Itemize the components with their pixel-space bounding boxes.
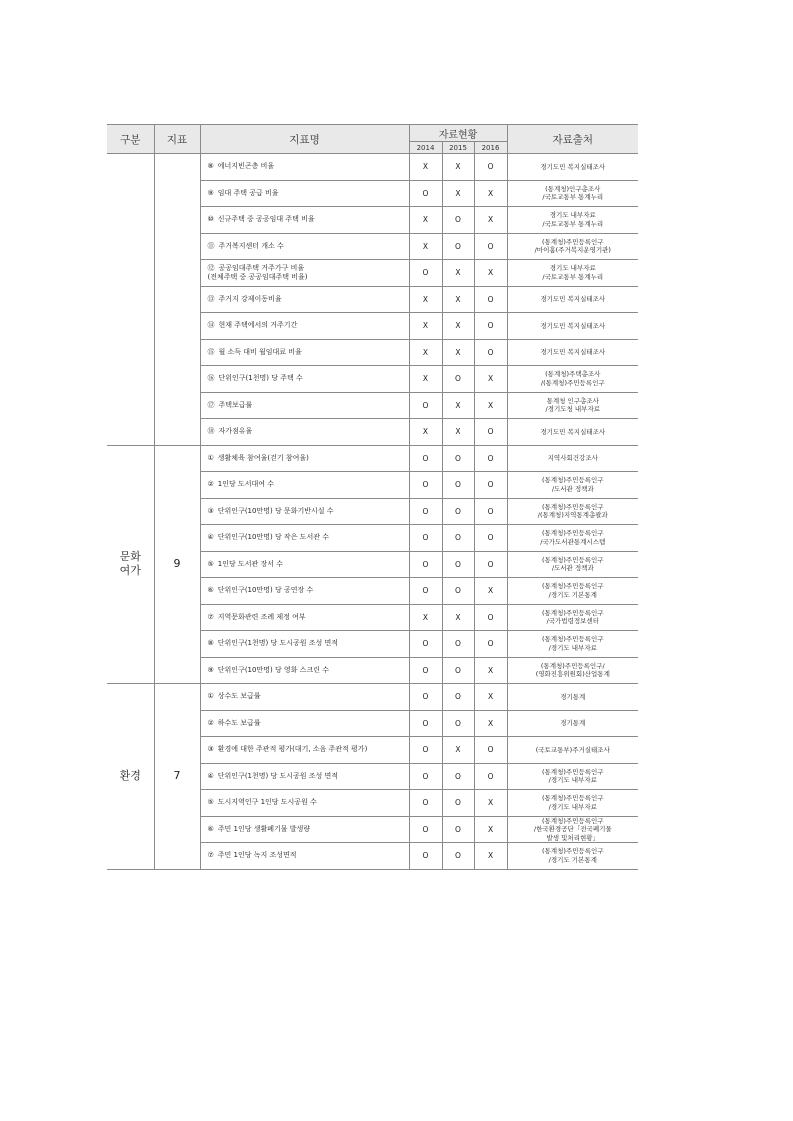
source-cell	[507, 551, 638, 578]
indicator-number: ⑨	[207, 665, 214, 674]
source-cell	[507, 445, 638, 472]
indicator-name-line	[208, 162, 409, 171]
availability-y2014: O	[409, 657, 442, 684]
indicator-name-cell	[200, 578, 409, 605]
indicator-name-text: 생활체육 참여율(걷기 참여율)	[217, 453, 309, 462]
availability-y2016: O	[474, 419, 507, 446]
indicator-name-line	[208, 851, 409, 860]
indicator-name-text: 단위인구(10만명) 당 문화기반시설 수	[217, 506, 334, 515]
indicator-name-line	[208, 639, 409, 648]
source-cell	[507, 604, 638, 631]
source-cell	[507, 313, 638, 340]
header-data-status: 자료현황	[409, 125, 507, 142]
source-line: /국토교통부 통계누리	[542, 219, 604, 228]
indicator-name-cell	[200, 525, 409, 552]
indicator-name-text: (전체주택 중 공공임대주택 비율)	[207, 272, 308, 281]
indicator-name-line	[208, 480, 409, 489]
availability-y2014: O	[409, 392, 442, 419]
source-line: (통계청)주택총조사	[545, 370, 601, 379]
source-line: (통계청)주민등록인구	[541, 816, 604, 825]
source-line: /도서관 정책과	[551, 484, 594, 493]
availability-y2015: X	[442, 392, 474, 419]
availability-y2016: O	[474, 313, 507, 340]
availability-y2014: O	[409, 790, 442, 817]
availability-y2015: O	[442, 525, 474, 552]
source-cell	[507, 339, 638, 366]
availability-y2016: X	[474, 843, 507, 870]
availability-y2016: O	[474, 498, 507, 525]
header-year: 2016	[474, 142, 507, 154]
category-cell	[107, 684, 154, 870]
indicator-number: ⑧	[207, 162, 214, 171]
availability-y2014: O	[409, 843, 442, 870]
availability-y2014: O	[409, 684, 442, 711]
availability-y2016: O	[474, 472, 507, 499]
source-line: 경기도 내부자료	[549, 264, 596, 273]
availability-y2015: X	[442, 737, 474, 764]
availability-y2016: X	[474, 260, 507, 287]
category-cell	[107, 445, 154, 684]
source-line: (통계청)주민등록인구	[541, 555, 604, 564]
source-line: (통계청)주민등록인구	[541, 529, 604, 538]
source-line: (통계청)주민등록인구	[541, 635, 604, 644]
source-line: /한국환경공단「전국폐기물	[533, 825, 612, 833]
availability-y2016: X	[474, 790, 507, 817]
availability-y2014: O	[409, 498, 442, 525]
indicator-number: ①	[207, 692, 214, 701]
indicator-name-text: 현재 주택에서의 거주기간	[218, 321, 298, 330]
header-source: 자료출처	[507, 125, 638, 154]
source-line: /경기도 내부자료	[548, 776, 597, 785]
availability-y2015: O	[442, 710, 474, 737]
indicator-name-line	[208, 215, 409, 224]
availability-y2016: X	[474, 657, 507, 684]
table-row	[107, 445, 638, 472]
source-line: /국가도서관통계시스템	[540, 537, 606, 546]
indicator-number: ⑦	[207, 851, 214, 860]
indicator-name-cell	[200, 313, 409, 340]
indicator-table	[107, 124, 638, 870]
source-line: /국토교통부 통계누리	[542, 193, 604, 202]
indicator-name-line	[208, 692, 409, 701]
source-line: /경기도 내부자료	[548, 643, 597, 652]
indicator-name-line	[208, 719, 409, 728]
table-body	[107, 154, 638, 870]
source-line: (통계청)주민등록인구	[541, 608, 604, 617]
header-year: 2015	[442, 142, 474, 154]
source-line: 경기도 내부자료	[549, 211, 596, 220]
indicator-name-line	[208, 560, 409, 569]
availability-y2014: O	[409, 631, 442, 658]
indicator-name-cell	[200, 339, 409, 366]
indicator-name-cell	[200, 260, 409, 287]
indicator-name-line	[208, 321, 409, 330]
indicator-name-cell	[200, 604, 409, 631]
availability-y2014: X	[409, 286, 442, 313]
indicator-name-cell	[200, 366, 409, 393]
source-line: 지역사회건강조사	[547, 454, 598, 462]
indicator-number: ⑭	[207, 321, 215, 330]
availability-y2015: X	[442, 313, 474, 340]
indicator-name-line	[208, 666, 409, 675]
availability-y2014: X	[409, 339, 442, 366]
availability-y2016: O	[474, 631, 507, 658]
indicator-name-cell	[200, 286, 409, 313]
category-label: 문화 여가	[119, 550, 141, 578]
indicator-name-cell	[200, 710, 409, 737]
availability-y2015: O	[442, 445, 474, 472]
indicator-name-line	[208, 189, 409, 198]
availability-y2016: X	[474, 816, 507, 843]
indicator-number: ⑥	[207, 586, 214, 595]
availability-y2014: X	[409, 207, 442, 234]
indicator-number: ⑰	[207, 400, 215, 409]
indicator-name-line	[208, 613, 409, 622]
availability-y2015: O	[442, 657, 474, 684]
source-line: 경기도민 복지실태조사	[540, 295, 606, 303]
availability-y2015: O	[442, 207, 474, 234]
indicator-name-cell	[200, 551, 409, 578]
indicator-name-line	[208, 374, 409, 383]
indicator-name-line	[208, 273, 409, 282]
indicator-count-cell	[154, 154, 200, 446]
indicator-name-line	[208, 348, 409, 357]
source-cell	[507, 843, 638, 870]
availability-y2016: X	[474, 578, 507, 605]
availability-y2016: O	[474, 551, 507, 578]
availability-y2016: O	[474, 763, 507, 790]
availability-y2014: O	[409, 816, 442, 843]
indicator-number: ②	[207, 480, 214, 489]
indicator-number: ⑩	[207, 215, 214, 224]
indicator-name-line	[208, 772, 409, 781]
indicator-name-text: 1인당 도서관 장서 수	[217, 559, 284, 568]
source-cell	[507, 207, 638, 234]
source-line: (통계청)인구총조사	[545, 184, 601, 193]
category-label: 환경	[119, 769, 141, 783]
availability-y2016: X	[474, 710, 507, 737]
availability-y2015: X	[442, 260, 474, 287]
indicator-name-text: 신규주택 중 공공임대 주택 비율	[217, 215, 315, 224]
indicator-number: ⑧	[207, 639, 214, 648]
availability-y2014: O	[409, 260, 442, 287]
indicator-number: ④	[207, 533, 214, 542]
availability-y2016: X	[474, 392, 507, 419]
source-cell	[507, 763, 638, 790]
indicator-name-text: 주민 1인당 생활폐기물 발생량	[217, 824, 311, 833]
indicator-name-text: 자가점유율	[218, 427, 253, 436]
indicator-number: ⑤	[207, 559, 214, 568]
source-line: 경기도민 복지실태조사	[540, 162, 606, 171]
source-line: /국토교통부 통계누리	[542, 272, 604, 281]
source-cell	[507, 419, 638, 446]
availability-y2015: O	[442, 816, 474, 843]
indicator-number: ⑤	[207, 798, 214, 807]
availability-y2016: O	[474, 154, 507, 181]
indicator-name-cell	[200, 763, 409, 790]
indicator-name-cell	[200, 816, 409, 843]
source-cell	[507, 525, 638, 552]
source-cell	[507, 578, 638, 605]
indicator-name-text: 주거복지센터 개소 수	[218, 241, 284, 250]
header-year: 2014	[409, 142, 442, 154]
source-cell	[507, 472, 638, 499]
source-line: /경기도 기본통계	[548, 855, 597, 864]
indicator-number: ③	[207, 506, 214, 515]
availability-y2015: O	[442, 684, 474, 711]
indicator-name-line	[208, 507, 409, 516]
availability-y2016: O	[474, 233, 507, 260]
table-row	[107, 684, 638, 711]
indicator-name-text: 월 소득 대비 월임대료 비율	[218, 347, 302, 356]
availability-y2016: O	[474, 604, 507, 631]
source-line: (통계청)주민등록인구	[541, 582, 604, 591]
indicator-name-text: 공공임대주택 거주가구 비율	[218, 263, 305, 272]
availability-y2014: X	[409, 154, 442, 181]
availability-y2015: O	[442, 763, 474, 790]
indicator-name-cell	[200, 207, 409, 234]
availability-y2015: O	[442, 843, 474, 870]
indicator-number: ⑫	[207, 263, 215, 272]
source-cell	[507, 233, 638, 260]
availability-y2015: X	[442, 339, 474, 366]
indicator-name-text: 하수도 보급률	[217, 718, 261, 727]
source-line: 경기도민 복지실태조사	[540, 427, 606, 436]
availability-y2016: O	[474, 737, 507, 764]
indicator-name-line	[208, 401, 409, 410]
indicator-count-cell: 7	[154, 684, 200, 870]
indicator-name-cell	[200, 392, 409, 419]
indicator-name-text: 주민 1인당 녹지 조성면적	[217, 851, 297, 860]
indicator-name-text: 1인당 도서대여 수	[217, 480, 275, 489]
availability-y2016: X	[474, 180, 507, 207]
availability-y2015: X	[442, 419, 474, 446]
indicator-name-text: 환경에 대한 주관적 평가(대기, 소음 주관적 평가)	[217, 745, 368, 754]
availability-y2015: O	[442, 472, 474, 499]
availability-y2014: O	[409, 710, 442, 737]
availability-y2015: O	[442, 233, 474, 260]
availability-y2014: X	[409, 313, 442, 340]
source-line: (통계청)주민등록인구	[541, 502, 604, 511]
indicator-name-cell	[200, 154, 409, 181]
indicator-name-cell	[200, 419, 409, 446]
source-line: /도서관 정책과	[551, 564, 594, 573]
availability-y2014: O	[409, 445, 442, 472]
source-line: (통계청)주민등록인구	[541, 794, 604, 803]
source-line: 경기도민 복지실태조사	[540, 321, 606, 330]
source-line: /(통계청)주민등록인구	[540, 378, 605, 387]
source-cell	[507, 790, 638, 817]
source-cell	[507, 366, 638, 393]
availability-y2014: O	[409, 472, 442, 499]
availability-y2014: O	[409, 763, 442, 790]
indicator-name-cell	[200, 790, 409, 817]
availability-y2014: X	[409, 233, 442, 260]
availability-y2015: X	[442, 604, 474, 631]
source-line: (국토교통부)주거실태조사	[535, 745, 610, 754]
availability-y2014: O	[409, 525, 442, 552]
availability-y2014: X	[409, 419, 442, 446]
indicator-count-cell: 9	[154, 445, 200, 684]
source-cell	[507, 710, 638, 737]
availability-y2016: X	[474, 366, 507, 393]
indicator-name-text: 단위인구(10만명) 당 공연장 수	[217, 586, 314, 595]
source-line: (통계청)주민등록인구	[541, 237, 604, 246]
source-line: /(통계청)지역통계총괄과	[537, 511, 608, 520]
source-line: /마이홈(주거복지운영기관)	[534, 246, 611, 255]
availability-y2016: O	[474, 286, 507, 313]
availability-y2016: O	[474, 339, 507, 366]
indicator-name-text: 단위인구(1천명) 당 주택 수	[218, 374, 303, 383]
indicator-name-text: 임대 주택 공급 비율	[217, 188, 279, 197]
availability-y2014: O	[409, 551, 442, 578]
header-indicator-name: 지표명	[200, 125, 409, 154]
source-line: (영화진흥위원회)산업통계	[535, 670, 610, 679]
availability-y2014: O	[409, 180, 442, 207]
availability-y2014: O	[409, 737, 442, 764]
indicator-name-text: 단위인구(10만명) 당 작은 도서관 수	[217, 533, 329, 542]
source-line: /국가법령정보센터	[546, 617, 599, 626]
source-cell	[507, 180, 638, 207]
availability-y2015: X	[442, 154, 474, 181]
source-line: /경기도청 내부자료	[545, 405, 601, 414]
indicator-name-text: 도시지역인구 1인당 도시공원 수	[217, 798, 317, 807]
source-cell	[507, 498, 638, 525]
indicator-name-line	[208, 798, 409, 807]
availability-y2015: X	[442, 286, 474, 313]
source-cell	[507, 631, 638, 658]
table-row	[107, 154, 638, 181]
indicator-name-line	[208, 533, 409, 542]
indicator-name-text: 주택보급률	[218, 400, 253, 409]
source-cell	[507, 657, 638, 684]
indicator-name-cell	[200, 843, 409, 870]
source-line: (통계청)주민등록인구	[541, 767, 604, 776]
indicator-name-line	[208, 264, 409, 273]
indicator-number: ⑥	[207, 824, 214, 833]
source-cell	[507, 260, 638, 287]
indicator-number: ④	[207, 771, 214, 780]
indicator-name-line	[208, 745, 409, 754]
indicator-name-cell	[200, 737, 409, 764]
availability-y2016: X	[474, 684, 507, 711]
indicator-name-cell	[200, 631, 409, 658]
category-cell	[107, 154, 154, 446]
indicator-name-cell	[200, 657, 409, 684]
indicator-name-text: 단위인구(1천명) 당 도시공원 조성 면적	[217, 639, 339, 648]
indicator-name-line	[208, 242, 409, 251]
indicator-name-cell	[200, 445, 409, 472]
source-line: 경기통계	[560, 692, 586, 701]
availability-y2015: O	[442, 790, 474, 817]
indicator-number: ③	[207, 745, 214, 754]
indicator-name-text: 주거지 강제이동비율	[218, 294, 282, 303]
indicator-number: ②	[207, 718, 214, 727]
availability-y2015: O	[442, 631, 474, 658]
indicator-number: ⑦	[207, 612, 214, 621]
source-cell	[507, 816, 638, 843]
indicator-name-line	[208, 454, 409, 463]
indicator-number: ⑮	[207, 347, 215, 356]
availability-y2015: O	[442, 551, 474, 578]
indicator-name-cell	[200, 684, 409, 711]
indicator-name-cell	[200, 233, 409, 260]
availability-y2016: X	[474, 207, 507, 234]
indicator-number: ⑪	[207, 241, 215, 250]
availability-y2015: O	[442, 498, 474, 525]
header-category: 구분	[107, 125, 154, 154]
indicator-name-text: 단위인구(10만명) 당 영화 스크린 수	[217, 665, 329, 674]
indicator-number: ⑨	[207, 188, 214, 197]
source-cell	[507, 154, 638, 181]
availability-y2015: O	[442, 578, 474, 605]
availability-y2015: X	[442, 180, 474, 207]
indicator-name-text: 에너지빈곤층 비율	[217, 162, 275, 171]
availability-y2014: X	[409, 604, 442, 631]
indicator-number: ⑬	[207, 294, 215, 303]
source-cell	[507, 684, 638, 711]
availability-y2015: O	[442, 366, 474, 393]
indicator-name-cell	[200, 498, 409, 525]
source-cell	[507, 737, 638, 764]
indicator-name-line	[208, 295, 409, 304]
indicator-number: ⑱	[207, 427, 215, 436]
header-indicator: 지표	[154, 125, 200, 154]
source-cell	[507, 392, 638, 419]
availability-y2016: O	[474, 445, 507, 472]
indicator-number: ⑯	[207, 374, 215, 383]
source-line: /경기도 내부자료	[548, 802, 597, 811]
availability-y2016: O	[474, 525, 507, 552]
source-cell	[507, 286, 638, 313]
indicator-name-line	[208, 427, 409, 436]
indicator-name-text: 상수도 보급률	[217, 692, 261, 701]
indicator-name-line	[208, 586, 409, 595]
source-line: (통계청)주민등록인구/	[540, 661, 605, 670]
table-header	[107, 125, 638, 154]
indicator-name-cell	[200, 180, 409, 207]
source-line: /경기도 기본통계	[548, 590, 597, 599]
source-line: 발생 및처리현황」	[546, 833, 600, 842]
source-line: 경기도민 복지실태조사	[540, 348, 606, 356]
source-line: 경기통계	[560, 719, 586, 727]
source-line: (통계청)주민등록인구	[541, 847, 604, 856]
source-line: (통계청)주민등록인구	[541, 476, 604, 485]
indicator-name-text: 단위인구(1천명) 당 도시공원 조성 면적	[217, 771, 339, 780]
source-line: 통계청 인구총조사	[546, 396, 599, 405]
indicator-name-text: 지역문화관련 조례 제정 여부	[217, 612, 306, 621]
availability-y2014: X	[409, 366, 442, 393]
availability-y2014: O	[409, 578, 442, 605]
indicator-name-cell	[200, 472, 409, 499]
indicator-number: ①	[207, 453, 214, 462]
indicator-name-line	[208, 825, 409, 834]
